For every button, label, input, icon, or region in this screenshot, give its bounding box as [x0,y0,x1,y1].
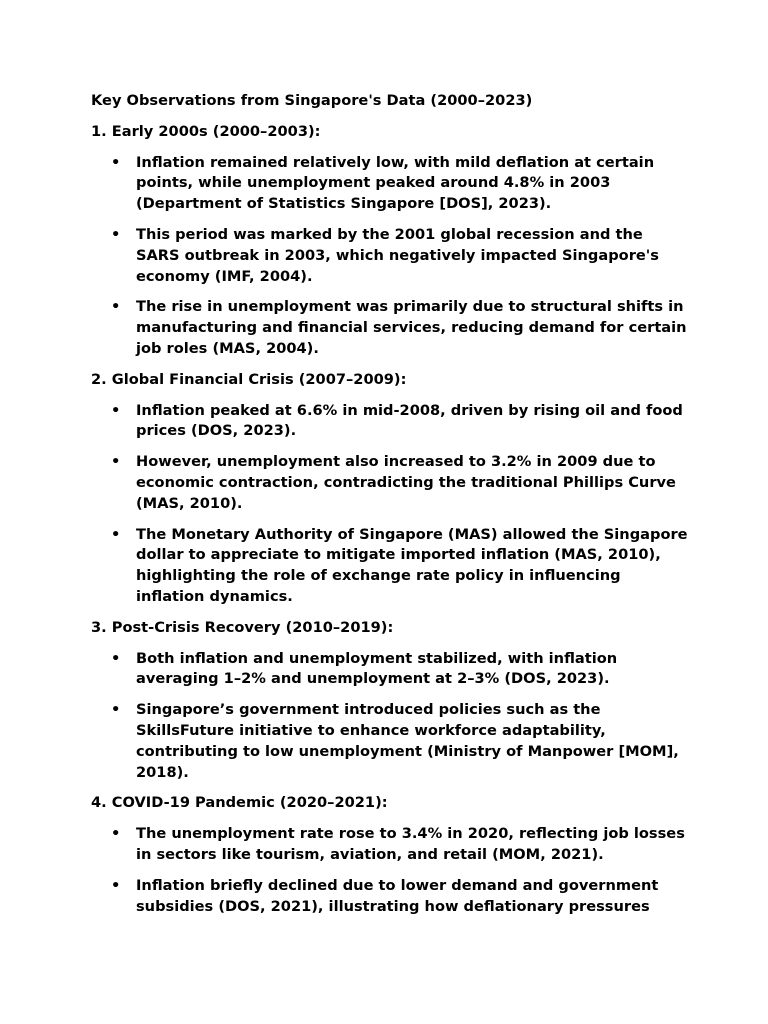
bullet-icon: • [111,225,121,243]
bullet-icon: • [111,401,121,419]
section-title: 1. Early 2000s (2000–2003): [91,122,321,140]
list-item [91,824,691,866]
bullet-icon: • [111,525,121,543]
list-item-text: Inflation peaked at 6.6% in mid-2008, driven by rising oil and food prices (DOS, 2023). [136,401,683,440]
list-item [91,153,691,215]
list-item-text: However, unemployment also increased to 3.2% in 2009 due to economic contraction, contradicting the traditional Phillips Curve (MAS, 2010). [136,453,676,512]
list-item-text: This period was marked by the 2001 global recession and the SARS outbreak in 2003, which negatively impacted Singapore's economy (IMF, 2004). [136,225,659,285]
list-item-text: Inflation briefly declined due to lower demand and government subsidies (DOS, 2021), illustrating how deflationary pressures [136,876,659,915]
list-item-text: The Monetary Authority of Singapore (MAS) allowed the Singapore dollar to appreciate to mitigate imported inflation (MAS, 2010), highlighting the role of exchange rate policy in influencing inflation dynamics. [136,525,688,605]
bullet-list [91,153,691,360]
section-title: 4. COVID-19 Pandemic (2020–2021): [91,794,388,812]
list-item-text: The rise in unemployment was primarily due to structural shifts in manufacturing and financial services, reducing demand for certain job roles (MAS, 2004). [136,298,687,357]
bullet-icon: • [111,701,121,719]
section-global-financial-crisis [91,370,691,608]
section-post-crisis-recovery [91,618,691,784]
bullet-icon: • [111,825,121,843]
bullet-list [91,649,691,784]
section-covid-19-pandemic [91,793,691,917]
list-item [91,649,691,691]
bullet-icon: • [111,453,121,471]
list-item [91,401,691,443]
document-title: Key Observations from Singapore's Data (2000–2023) [91,92,533,109]
list-item-text: The unemployment rate rose to 3.4% in 2020, reflecting job losses in sectors like tourism, aviation, and retail (MOM, 2021). [136,825,685,863]
bullet-icon: • [111,876,121,894]
list-item [91,297,691,359]
list-item [91,225,691,287]
section-early-2000s [91,122,691,360]
list-item [91,525,691,608]
document-page [91,91,691,927]
list-item-text: Singapore’s government introduced policies such as the SkillsFuture initiative to enhance workforce adaptability, contributing to low unemployment (Ministry of Manpower [MOM], 2018). [136,701,679,781]
bullet-icon: • [111,298,121,316]
list-item-text: Both inflation and unemployment stabilized, with inflation averaging 1–2% and unemployment at 2–3% (DOS, 2023). [136,649,618,688]
bullet-icon: • [111,649,121,667]
section-title: 3. Post-Crisis Recovery (2010–2019): [91,618,394,636]
list-item-text: Inflation remained relatively low, with mild deflation at certain points, while unemployment peaked around 4.8% in 2003 (Department of Statistics Singapore [DOS], 2023). [136,153,655,213]
bullet-list [91,401,691,608]
section-title: 2. Global Financial Crisis (2007–2009): [91,370,407,388]
bullet-icon: • [111,153,121,171]
list-item [91,876,691,918]
list-item [91,452,691,514]
list-item [91,700,691,783]
bullet-list [91,824,691,917]
